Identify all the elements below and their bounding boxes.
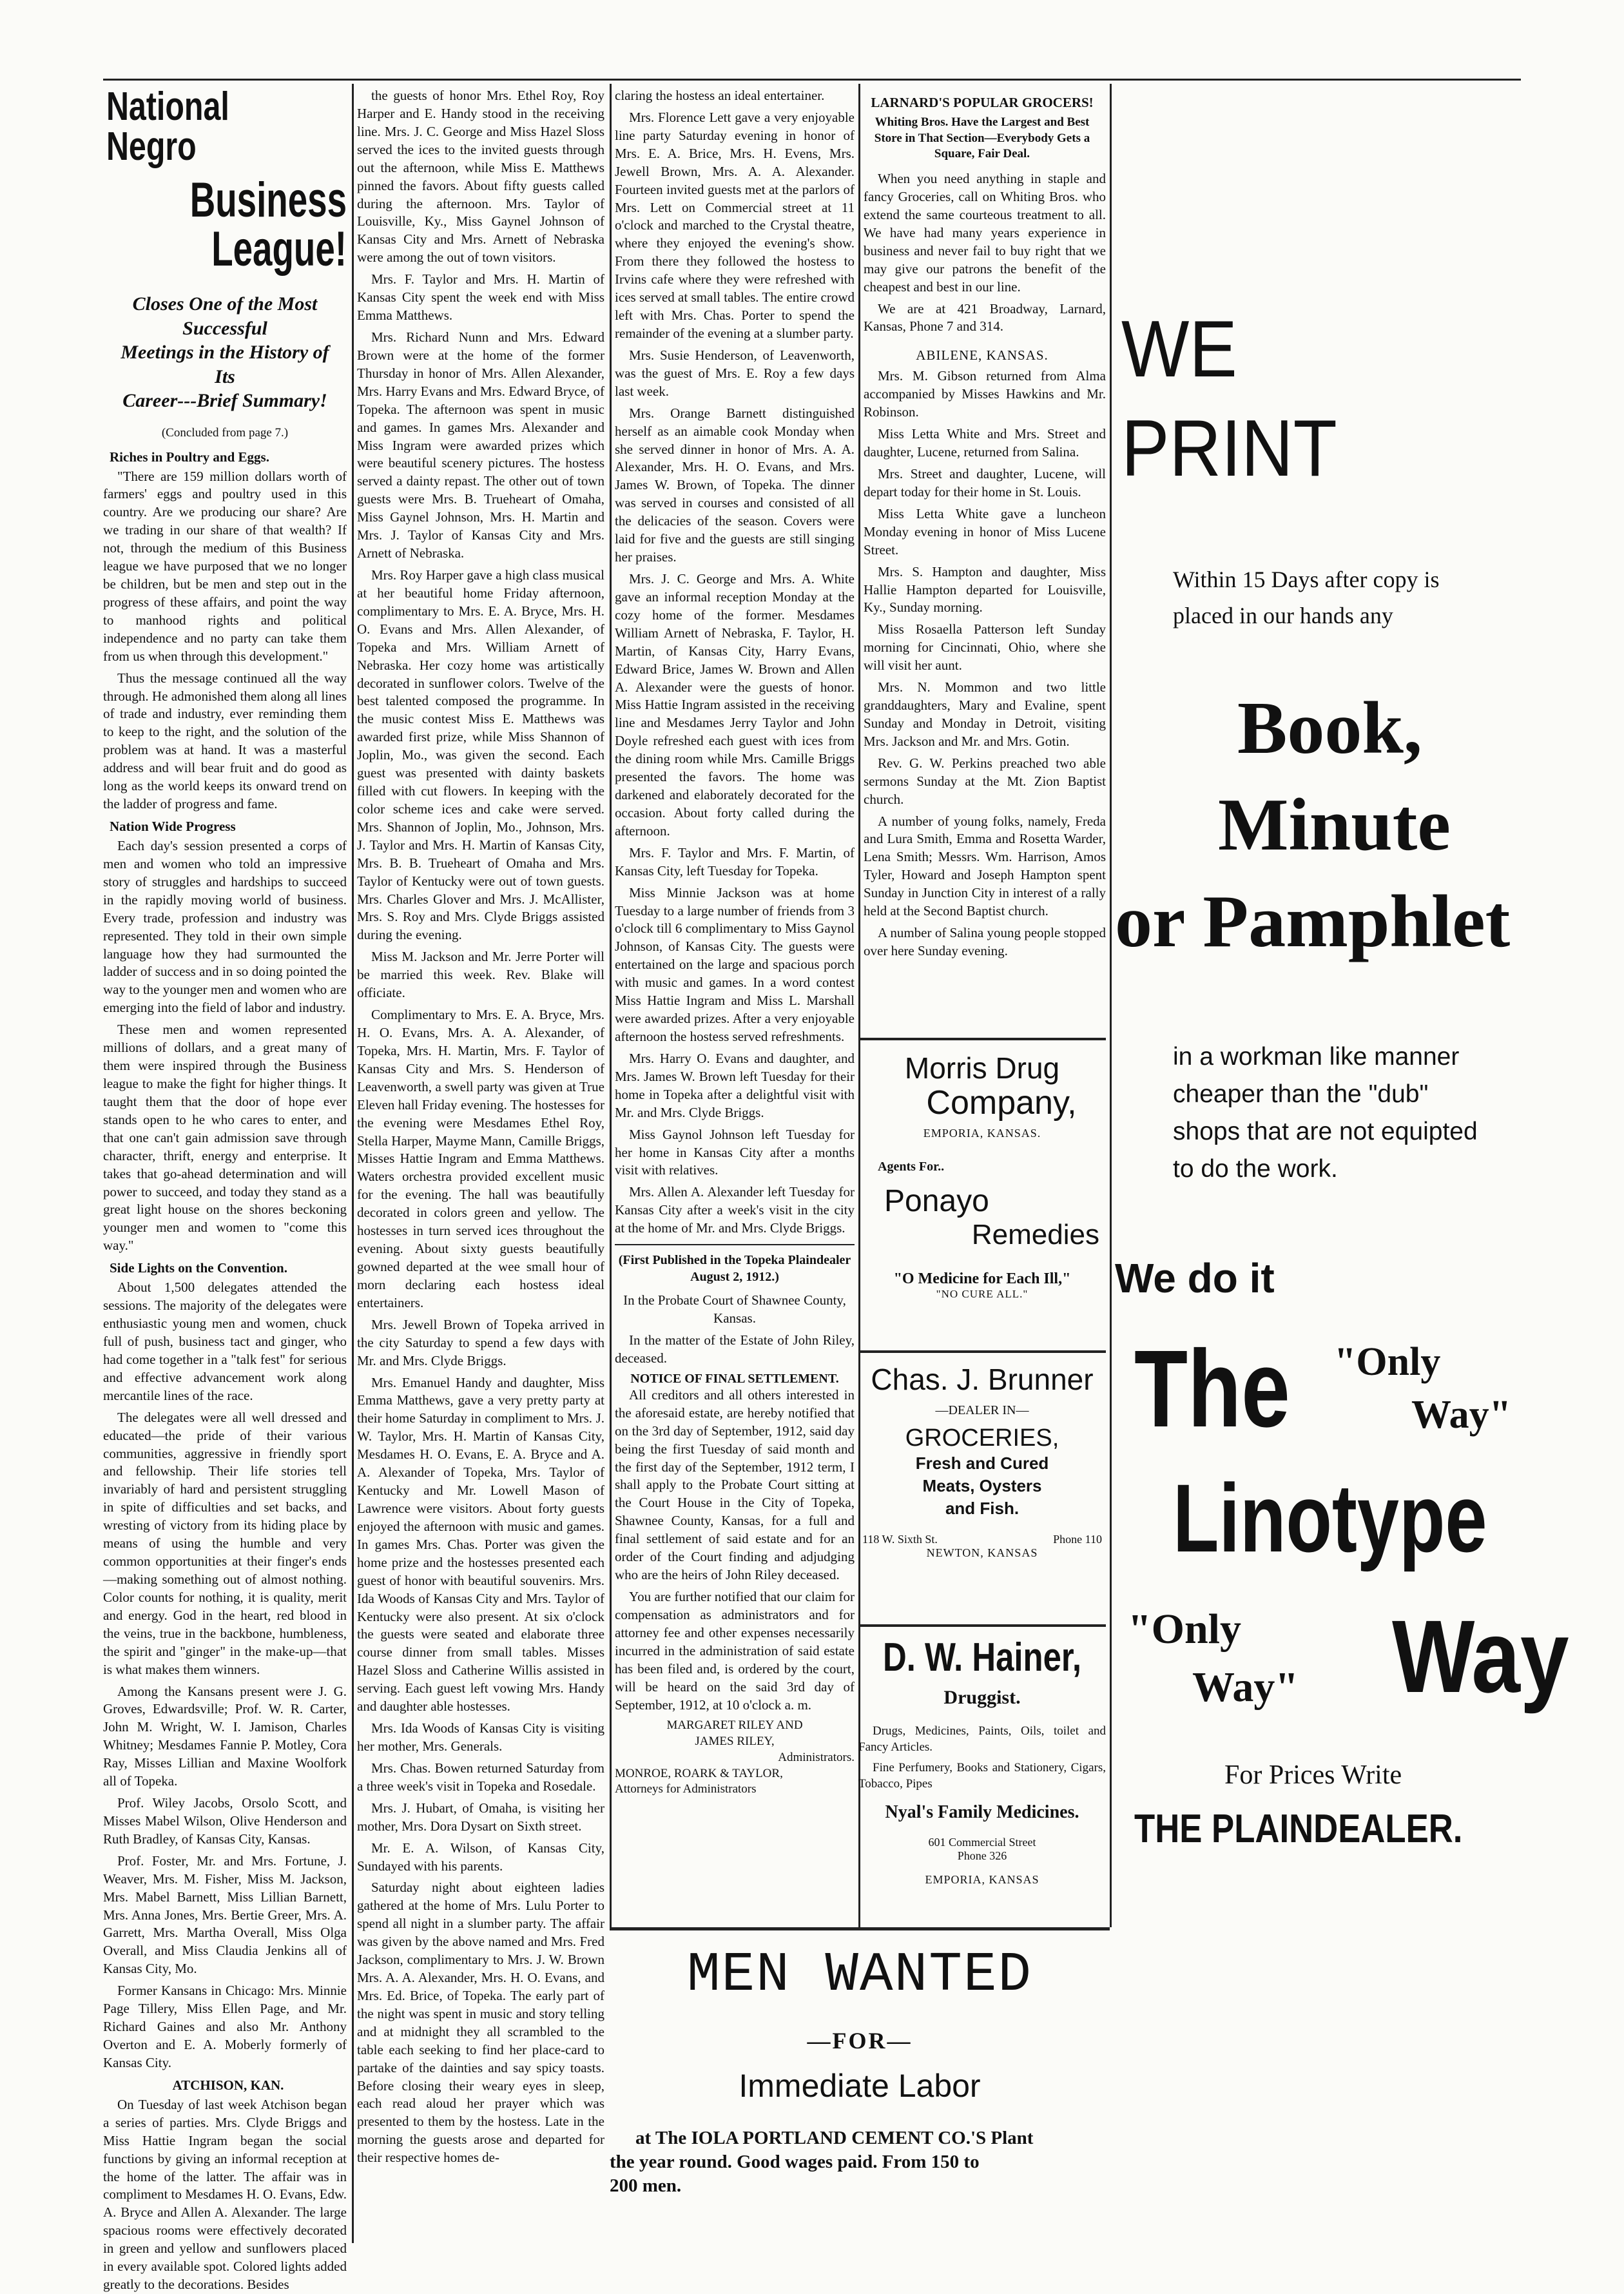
brunner-ad: [858, 1350, 1106, 1560]
paragraph: Rev. G. W. Perkins preached two able sermons Sunday at the Mt. Zion Baptist church.: [864, 755, 1106, 807]
paragraph: Mrs. Chas. Bowen returned Saturday from a three week's visit in Topeka and Rosedale.: [357, 1760, 604, 1794]
subhead: Nation Wide Progress: [110, 819, 236, 835]
hainer-phone: Phone 326: [957, 1849, 1007, 1863]
paragraph: Fine Perfumery, Books and Stationery, Cigars, Tobacco, Pipes: [858, 1760, 1106, 1791]
ad-way: Way": [1192, 1664, 1299, 1711]
ad-we-do-it: We do it: [1115, 1255, 1275, 1301]
deck-line: Meetings in the History of Its: [121, 342, 329, 387]
paragraph: Mrs. Susie Henderson, of Leavenworth, was the guest of Mrs. E. Roy a few days last week.: [615, 347, 855, 399]
paragraph: Mrs. Street and daughter, Lucene, will depart today for their home in St. Louis.: [864, 465, 1106, 500]
signature-line: MARGARET RILEY AND: [666, 1718, 803, 1733]
signature-line: MONROE, ROARK & TAYLOR,: [615, 1766, 783, 1780]
paragraph: Mrs. Orange Barnett distinguished herself as an aimable cook Monday when she served dinner in honor of Mrs. A. A. Alexander, Mrs. H. O. Evans, and Mrs. James W. Brown, of Topeka. The dinner was served in courses and consisted of all the delicacies of the season. Covers were laid for five and the guests are still singing her praises.: [615, 405, 855, 565]
morris-name: Morris Drug: [904, 1051, 1060, 1085]
brunner-groceries: GROCERIES,: [905, 1424, 1059, 1452]
paragraph: Miss Rosaella Patterson left Sunday morning for Cincinnati, Ohio, where she will visit her aunt.: [864, 621, 1106, 674]
men-wanted-ad: [610, 1927, 1110, 2246]
paragraph: Mrs. Florence Lett gave a very enjoyable line party Saturday evening in honor of Mrs. E. A. Brice, Mrs. H. Evens, Mrs. Jewell Brown, Mrs. A. A. Alexander. Fourteen invited guests met at the parlors of Mrs. Lett on Commercial street at 11 o'clock and marched to the Crystal theatre, where they enjoyed the evening's show. From there they followed the hostess to Irvins cafe where they were refreshed with ices served at small tables. The entire crowd left with Mrs. Chas. Porter to spend the remainder of the evening at a slumber party.: [615, 109, 855, 341]
ad-workman: shops that are not equipted: [1173, 1118, 1478, 1145]
ad-print: PRINT: [1121, 404, 1337, 493]
paragraph: Each day's session presented a corps of men and women who told an impressive story of struggles and hardships to succeed in the rapidly moving world of business. Every trade, profession and industry was represented. They told in their own simple language how they had surmounted the ladder of success and in so doing pointed the way to the younger men and women who are emerging into the field of labor and industry.: [103, 838, 347, 1016]
signature-line: Attorneys for Administrators: [615, 1782, 757, 1796]
morris-drug-ad: [858, 1038, 1106, 1301]
morris-remedies: Remedies: [971, 1218, 1099, 1250]
ad-workman: in a workman like manner: [1173, 1043, 1460, 1071]
paragraph: On Tuesday of last week Atchison began a series of parties. Mrs. Clyde Briggs and Miss Hattie Ingram began the social functions by giving an informal reception at the home of the latter. The affair was in compliment to Mesdames H. O. Evans, Edw. A. Bryce and Allen A. Alexander. The large spacious rooms were effectively decorated in green and yellow and sunflowers placed in every available spot. Colored lights added greatly to the decorations. Besides: [103, 2096, 347, 2293]
brunner-address-row: [862, 1533, 1102, 1546]
divider: [615, 1244, 855, 1245]
men-wanted-line: at The IOLA PORTLAND CEMENT CO.'S Plant: [635, 2128, 1034, 2148]
paragraph: Mrs. Roy Harper gave a high class musical at her beautiful home Friday afternoon, complimentary to Mrs. E. A. Bryce, Mrs. H. O. Evans and Mrs. Allen Alexander, of Topeka and Mrs. William Arnett of Nebraska. Her cozy home was artistically decorated in sunflower colors. Twelve of the best talented composed the programme. In the music contest Miss E. Matthews was awarded first prize, while Miss Shannon of Joplin, Mo., was given the second. Each guest was presented with dainty baskets filled with cut flowers. In keeping with the color scheme ices and cake were served. Mrs. Shannon of Joplin, Mo., Johnson, Mrs. J. Taylor and Mrs. H. Martin of Kansas City, Mrs. B. B. Trueheart of Omaha and Mrs. Taylor of Kentucky were out of town guests. Mrs. Charles Glover and Mrs. J. McAllister, Mrs. S. Roy and Mrs. Clyde Briggs assisted during the evening.: [357, 567, 604, 943]
paragraph: Miss M. Jackson and Mr. Jerre Porter will be married this week. Rev. Blake will officiate.: [357, 949, 604, 1001]
column-3: [615, 87, 855, 1924]
paragraph: Mr. E. A. Wilson, of Kansas City, Sundayed with his parents.: [357, 1840, 604, 1874]
brunner-name: Chas. J. Brunner: [871, 1363, 1094, 1396]
morris-company: Company,: [926, 1084, 1077, 1122]
ad-workman: cheaper than the "dub": [1173, 1080, 1429, 1108]
ad-workman: to do the work.: [1173, 1155, 1338, 1183]
ad-only: "Only: [1128, 1606, 1242, 1653]
subhead: Side Lights on the Convention.: [110, 1260, 287, 1276]
column-rule-1: [352, 84, 354, 2243]
ad-within: Within 15 Days after copy is: [1173, 567, 1440, 592]
morris-slogan: "O Medicine for Each Ill,": [893, 1270, 1071, 1287]
legal-publication-note: (First Published in the Topeka Plaindealer August 2, 1912.): [618, 1253, 851, 1285]
ad-pamphlet: or Pamphlet: [1115, 880, 1511, 963]
men-wanted-headline: MEN WANTED: [686, 1943, 1033, 2007]
men-wanted-line: the year round. Good wages paid. From 150 to: [610, 2152, 980, 2172]
column-4: [858, 87, 1106, 1924]
paragraph: Former Kansans in Chicago: Mrs. Minnie Page Tillery, Miss Ellen Page, and Mr. Richard Gaines and also Mr. Anthony Overton and E. A. Moberly formerly of Kansas City.: [103, 1983, 347, 2070]
signature-line: Administrators.: [778, 1750, 855, 1764]
paragraph: Prof. Foster, Mr. and Mrs. Fortune, J. Weaver, Mrs. M. Fisher, Miss M. Jackson, Mrs. Mabel Barnett, Miss Lillian Barnett, Mrs. Anna Jones, Mrs. Bertie Greer, Mrs. A. Garrett, Mrs. Martha Overall, Miss Olga Overall, and Miss Claudia Jenkins all of Kansas City, Mo.: [103, 1852, 347, 1977]
paragraph: When you need anything in staple and fancy Groceries, call on Whiting Bros. who extend the same courteous treatment to all. We have had many years experience in business and never fail to buy right that we may give our patrons the benefit of the cheapest and best in our line.: [864, 171, 1106, 295]
ad-only-way-2: [1115, 1592, 1618, 1727]
paragraph: We are at 421 Broadway, Larnard, Kansas, Phone 7 and 314.: [864, 300, 1106, 335]
column-1: [103, 84, 347, 2293]
subhead: Riches in Poultry and Eggs.: [110, 449, 269, 465]
men-wanted-line: 200 men.: [610, 2175, 682, 2196]
hainer-name: D. W. Hainer,: [883, 1635, 1081, 1680]
paragraph: Miss Letta White and Mrs. Street and daughter, Lucene, returned from Salina.: [864, 426, 1106, 460]
paragraph: Miss Minnie Jackson was at home Tuesday to a large number of friends from 3 o'clock till 6 complimentary to Miss Gaynol Johnson, of Kansas City. The guests were entertained on the large and spacious porch with music and games. In a word contest Miss Hattie Ingram and Miss L. Marshall were awarded prizes. After a very enjoyable afternoon the hostess served refreshments.: [615, 884, 855, 1045]
ad-book: Book,: [1237, 687, 1422, 770]
brunner-line: Fresh and Cured: [915, 1453, 1049, 1473]
men-wanted-labor: Immediate Labor: [739, 2068, 981, 2104]
ad-linotype: Linotype: [1173, 1464, 1487, 1572]
ad-prices: For Prices Write: [1224, 1760, 1402, 1790]
paragraph: Thus the message continued all the way through. He admonished them along all lines of trade and industry, ever reminding them to keep to the right, and the solution of the problem was at hand. It was a masterful address and will bear fruit and do good as long as the world keeps its onward trend on the ladder of progress and fame.: [103, 670, 347, 812]
brunner-phone: Phone 110: [1053, 1533, 1102, 1546]
paragraph: the guests of honor Mrs. Ethel Roy, Roy Harper and E. Handy stood in the receiving line. Mrs. J. C. George and Miss Hazel Sloss served the ices to the invited guests through out the afternoon, while Miss E. Matthews pinned the favors. About fifty guests called during the afternoon. Mrs. Taylor of Louisville, Ky., Miss Gaynel Johnson of Kansas City and Mrs. Arnett of Nebraska were among the out of town visitors.: [357, 88, 604, 266]
paragraph: Mrs. J. Hubart, of Omaha, is visiting her mother, Mrs. Dora Dysart on Sixth street.: [357, 1800, 604, 1834]
paragraph: Among the Kansans present were J. G. Groves, Edwardsville; Prof. W. R. Carter, John M. Wright, W. I. Jamison, Charles Whitney; Mesdames Fannie P. Motley, Cora Ray, Misses Lillian and Maxine Woolfork all of Topeka.: [103, 1683, 347, 1789]
column-2: [357, 87, 604, 2240]
brunner-line: Meats, Oysters: [922, 1476, 1042, 1496]
ad-way: Way": [1411, 1393, 1511, 1437]
men-wanted-for: —FOR—: [807, 2028, 913, 2054]
legal-signatures: [615, 1718, 855, 1797]
league-headline: [106, 84, 347, 277]
paragraph: Mrs. F. Taylor and Mrs. H. Martin of Kansas City spent the week end with Miss Emma Matthews.: [357, 271, 604, 324]
headline-line-2: Business League!: [189, 173, 347, 277]
brunner-address: 118 W. Sixth St.: [862, 1533, 938, 1546]
top-rule: [103, 79, 1521, 81]
paragraph: Mrs. Richard Nunn and Mrs. Edward Brown were at the home of the former Thursday in honor of Mrs. Allen Alexander, Mrs. Harry Evans and Mrs. Edward Bryce, of Topeka. The afternoon was spent in music and games. In games Mrs. Alexander and Miss Ingram were awarded prizes which were beautiful scenery pictures. The hostess served a dainty repast. The other out of town guests were Mrs. B. Trueheart of Omaha, Miss Gaynel Johnson, Mrs. H. Martin and Mrs. J. Taylor of Kansas City and Mrs. Arnett of Nebraska.: [357, 329, 604, 561]
hainer-role: Druggist.: [943, 1687, 1021, 1708]
paragraph: Drugs, Medicines, Paints, Oils, toilet and Fancy Articles.: [858, 1724, 1106, 1755]
ad-way-large: Way: [1392, 1599, 1569, 1714]
ad-within: placed in our hands any: [1173, 603, 1393, 628]
morris-agents: Agents For..: [878, 1159, 945, 1174]
paragraph: Mrs. N. Mommon and two little granddaughters, Mary and Evaline, spent Sunday and Monday in Detroit, visiting Mrs. Jackson and Mr. and Mrs. Gotin.: [864, 679, 1106, 749]
paragraph: Complimentary to Mrs. E. A. Bryce, Mrs. H. O. Evans, Mrs. A. A. Alexander, of Topeka, Mrs. H. Martin, Mrs. F. Taylor of Kansas City and Mrs. S. Henderson of Leavenworth, a swell party was given at True Eleven hall Friday evening. The hostesses for the evening were Mesdames Ethel Roy, Stella Harper, Mayme Mann, Camille Briggs, Misses Hattie Ingram and Emma Matthews. Waters orchestra provided excellent music for the evening. The hall was beautifully decorated in colors green and yellow. The hostesses in turn served ices throughout the evening. About sixty guests beautifully gowned departed at the wee small hour of morn declaring each hostess ideal entertainers.: [357, 1007, 604, 1310]
larnard-title: LARNARD'S POPULAR GROCERS!: [871, 95, 1094, 110]
hainer-nyal: Nyal's Family Medicines.: [885, 1802, 1079, 1823]
paragraph: "There are 159 million dollars worth of farmers' eggs and poultry used in this country. Are we producing our share? Are we trading in our share of that wealth? If not, through the medium of this Business league we have purposed that we no longer be children, but be men and step out in the progress of these affairs, and point the way to manhood rights and political independence and no party can take them from us when through this development.": [103, 468, 347, 664]
ad-plaindealer: THE PLAINDEALER.: [1134, 1807, 1463, 1851]
ad-the-only-way: [1115, 1328, 1618, 1457]
hainer-address: 601 Commercial Street: [928, 1836, 1036, 1849]
paragraph: Mrs. Jewell Brown of Topeka arrived in the city Saturday to spend a few days with Mr. and Mrs. Clyde Briggs.: [357, 1316, 604, 1368]
column-rule-2: [610, 84, 612, 2243]
paragraph: These men and women represented millions of dollars, and a great many of them were inspired through the Business league to make the fight for higher things. It taught them that the door of hope ever stands open to he who cares to enter, and that one can't gain admission save through character, thrift, energy and enterprise. It takes that go-ahead determination and will power to succeed, and today they stand as a great light house on the shores beckoning younger men and women to "come this way.": [103, 1022, 347, 1254]
morris-brand: Ponayo: [884, 1183, 989, 1218]
paragraph: Mrs. Allen A. Alexander left Tuesday for Kansas City after a week's visit in the city at the home of Mr. and Mrs. Clyde Briggs.: [615, 1184, 855, 1236]
paragraph: Mrs. S. Hampton and daughter, Miss Hallie Hampton departed for Louisville, Ky., Sunday morning.: [864, 563, 1106, 616]
paragraph: A number of young folks, namely, Freda and Lura Smith, Emma and Rosetta Warder, Lena Smith; Messrs. Wm. Harrison, Amos Tyler, Howard and Joseph Hampton spent Sunday in Junction City in interest of a rally held at the Second Baptist church.: [864, 813, 1106, 919]
legal-body: All creditors and all others interested in the aforesaid estate, are hereby notified that on the 3rd day of September, 1912, said day being the first Tuesday of said month and the first day of the September, 1912 term, I shall apply to the Probate Court sitting at the Court House in the City of Topeka, Shawnee County, Kansas, for a full and final settlement of said estate and for an order of the Court finding and adjudging who are the heirs of John Riley deceased.: [615, 1386, 855, 1583]
deck-line: Closes One of the Most Successful: [132, 293, 318, 339]
paragraph: Mrs. J. C. George and Mrs. A. White gave an informal reception Monday at the cozy home of the former. Mesdames William Arnett of Nebraska, F. Taylor, H. Martin, of Kansas City, Harry Evans, Edward Brice, James W. Brown and Allen A. Alexander were the guests of honor. Miss Hattie Ingram assisted in the receiving line and Mesdames Jerry Taylor and John Doyle refreshed each guest with ices from the dining room while Mrs. Camille Briggs presented the favors. The home was darkened and elaborately decorated for the occasion. About forty called during the afternoon.: [615, 570, 855, 839]
hainer-ad: [858, 1624, 1106, 1887]
paragraph: Miss Letta White gave a luncheon Monday evening in honor of Miss Lucene Street.: [864, 505, 1106, 558]
continued-note: (Concluded from page 7.): [161, 425, 289, 440]
headline-line-1: National Negro: [106, 84, 229, 169]
legal-title: NOTICE OF FINAL SETTLEMENT.: [630, 1371, 839, 1386]
ad-we: WE: [1121, 305, 1237, 394]
deck-line: Career---Brief Summary!: [122, 390, 327, 411]
morris-city: EMPORIA, KANSAS.: [923, 1126, 1041, 1140]
ad-minute: Minute: [1218, 784, 1451, 866]
paragraph: Mrs. Ida Woods of Kansas City is visiting her mother, Mrs. Generals.: [357, 1720, 604, 1754]
plaindealer-print-ad: [1115, 305, 1618, 2243]
paragraph: Saturday night about eighteen ladies gathered at the home of Mrs. Lulu Porter to spend all night in a slumber party. The affair was given by the above named and Mrs. Fred Jackson, complimentary to Mrs. J. W. Brown Mrs. A. A. Alexander, Mrs. H. O. Evans, and Mrs. Ed. Brice, of Topeka. The early part of the night was spent in music and story telling and at midnight they all scrambled to the table each seeking to find her place-card to partake of the dainties and say spicy toasts. Before closing their weary eyes in sleep, each read aloud her prayer which was presented to them by the hostess. Late in the morning the guests arose and departed for their respective homes de-: [357, 1880, 604, 2166]
paragraph: About 1,500 delegates attended the sessions. The majority of the delegates were enthusiastic young men and women, chuck full of push, business tact and ginger, who had come together in a "talk fest" for serious and effective advancement work along mercantile lines of the race.: [103, 1279, 347, 1403]
brunner-dealer: —DEALER IN—: [935, 1403, 1029, 1417]
paragraph: Mrs. Emanuel Handy and daughter, Miss Emma Matthews, gave a very pretty party at their home Saturday in compliment to Mrs. J. W. Taylor, Mrs. H. Martin of Kansas City, Mesdames H. O. Evans, E. A. Bryce and A. A. Alexander of Topeka, Mrs. Taylor of Kentucky and Mr. Lowell Mason of Lawrence were visitors. About forty guests enjoyed the afternoon with music and games. In games Mrs. Chas. Porter was given the home prize and the hostesses presented each guest of honor with beautiful souvenirs. Mrs. Ida Woods of Kansas City and Mrs. Taylor of Kentucky were also present. At six o'clock the guests were seated and elaborate three course dinner from small tables. Misses Hazel Sloss and Catherine Willis assisted in serving. Each guest left vowing Mrs. Handy and daughter able hostesses.: [357, 1374, 604, 1715]
legal-court: In the Probate Court of Shawnee County, Kansas.: [623, 1292, 846, 1327]
paragraph: The delegates were all well dressed and educated—the pride of their various communities, aggressive in friendly sport and fellowship. Their life stories tell invariably of hard and persistent struggling in spite of difficulties and set backs, and wresting of victory from its hiding place by means of using the humble and very common opportunities at their finger's ends—making something out of almost nothing. Color counts for nothing, it is quality, merit and energy. God in the heart, red blood in the veins, true in the backbone, humbleness, the spirit and "ginger" in the make-up—that is what makes them winners.: [103, 1409, 347, 1677]
league-deck: [110, 292, 340, 413]
paragraph: Mrs. M. Gibson returned from Alma accompanied by Misses Hawkins and Mr. Robinson.: [864, 368, 1106, 420]
ad-the: The: [1134, 1328, 1290, 1450]
paragraph: Mrs. F. Taylor and Mrs. F. Martin, of Kansas City, left Tuesday for Topeka.: [615, 844, 855, 879]
hainer-city: EMPORIA, KANSAS: [925, 1873, 1039, 1887]
ad-only: "Only: [1334, 1340, 1441, 1384]
legal-body: You are further notified that our claim for compensation as administrators and for attorney fee and other expenses necessarily incurred in the administration of said estate has been filed and, is ordered by the court, will be heard on the said 3rd day of September, 1912, at 10 o'clock a. m.: [615, 1588, 855, 1713]
paragraph: claring the hostess an ideal entertainer.: [615, 88, 825, 103]
paragraph: Mrs. Harry O. Evans and daughter, and Mrs. James W. Brown left Tuesday for their home in Topeka after a delightful visit with Mr. and Mrs. Clyde Briggs.: [615, 1050, 855, 1120]
paragraph: Prof. Wiley Jacobs, Orsolo Scott, and Misses Mabel Wilson, Olive Henderson and Ruth Bradley, of Kansas City, Kansas.: [103, 1795, 347, 1847]
abilene-title: ABILENE, KANSAS.: [916, 347, 1049, 364]
larnard-subtitle: Whiting Bros. Have the Largest and Best Store in That Section—Everybody Gets a Square, Fair Deal.: [874, 115, 1090, 161]
paragraph: Miss Gaynol Johnson left Tuesday for her home in Kansas City after a months visit with relatives.: [615, 1126, 855, 1178]
brunner-line: and Fish.: [945, 1499, 1020, 1519]
brunner-city: NEWTON, KANSAS: [926, 1546, 1038, 1560]
morris-no-cure: "NO CURE ALL.": [936, 1287, 1029, 1300]
subhead-atchison: ATCHISON, KAN.: [172, 2077, 284, 2093]
legal-matter: In the matter of the Estate of John Riley, deceased.: [615, 1332, 855, 1366]
column-rule-4: [1110, 84, 1112, 1927]
signature-line: JAMES RILEY,: [695, 1735, 775, 1749]
paragraph: A number of Salina young people stopped over here Sunday evening.: [864, 925, 1106, 959]
